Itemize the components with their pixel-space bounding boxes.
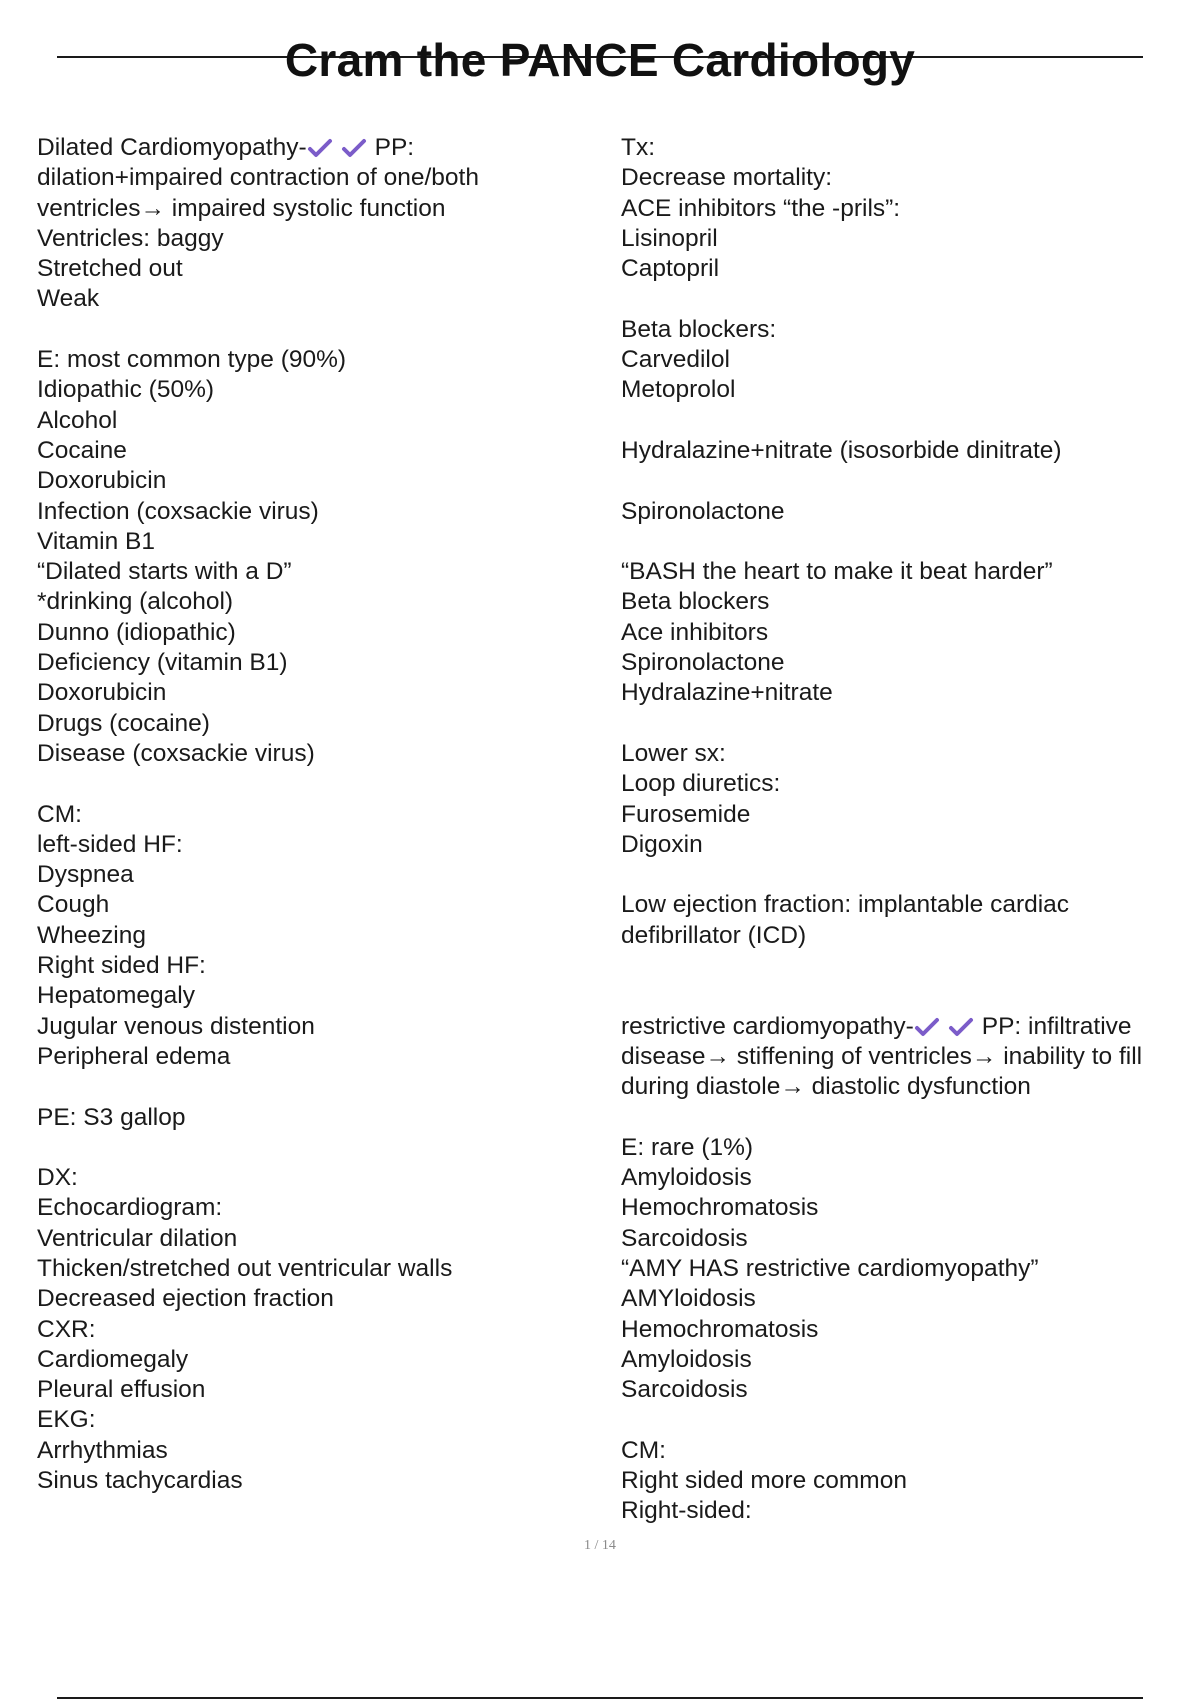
note-line: Furosemide xyxy=(621,800,751,828)
note-line: Lisinopril xyxy=(621,224,718,252)
note-line: Sinus tachycardias xyxy=(37,1467,243,1495)
note-line: Ace inhibitors xyxy=(621,618,769,646)
note-line: Peripheral edema xyxy=(37,1042,231,1070)
note-line: dilation+impaired contraction of one/both xyxy=(37,164,479,192)
note-line: “Dilated starts with a D” xyxy=(37,558,292,586)
note-line: Hemochromatosis xyxy=(621,1315,819,1343)
note-line: CM: xyxy=(621,1436,666,1464)
note-line: Lower sx: xyxy=(621,739,726,767)
note-line: Cocaine xyxy=(37,436,127,464)
right-column xyxy=(621,133,1191,1527)
note-line: Dyspnea xyxy=(37,861,134,889)
line-gap xyxy=(37,1133,597,1163)
note-line: Captopril xyxy=(621,255,720,283)
note-line: disease→ stiffening of ventricles→ inability to fill xyxy=(621,1042,1143,1070)
note-line: Cardiomegaly xyxy=(37,1345,189,1373)
note-line: Alcohol xyxy=(37,406,118,434)
line-gap xyxy=(621,284,1191,314)
bottom-rule xyxy=(57,1697,1143,1699)
note-line: Thicken/stretched out ventricular walls xyxy=(37,1254,453,1282)
check-icon xyxy=(341,137,367,159)
check-icon xyxy=(914,1016,940,1038)
note-line: Cough xyxy=(37,891,110,919)
note-line: Idiopathic (50%) xyxy=(37,376,215,404)
check-icon xyxy=(948,1016,974,1038)
note-line: Dunno (idiopathic) xyxy=(37,618,236,646)
note-line: Hydralazine+nitrate (isosorbide dinitrate) xyxy=(621,436,1062,464)
note-line: Decrease mortality: xyxy=(621,164,833,192)
note-line: defibrillator (ICD) xyxy=(621,921,807,949)
note-line: Ventricles: baggy xyxy=(37,224,224,252)
note-line: Tx: xyxy=(621,134,656,161)
note-line: Doxorubicin xyxy=(37,679,167,707)
note-line: left-sided HF: xyxy=(37,830,183,858)
note-line: Arrhythmias xyxy=(37,1436,168,1464)
note-line: Loop diuretics: xyxy=(621,770,781,798)
note-line: E: most common type (90%) xyxy=(37,346,347,374)
note-line: Digoxin xyxy=(621,830,703,858)
rcm-heading-line xyxy=(621,1012,1191,1042)
note-line: Ventricular dilation xyxy=(37,1224,238,1252)
note-line: CXR: xyxy=(37,1315,96,1343)
note-line: ACE inhibitors “the -prils”: xyxy=(621,194,901,222)
note-line: Disease (coxsackie virus) xyxy=(37,739,315,767)
page-title: Cram the PANCE Cardiology xyxy=(284,34,916,86)
note-line: Doxorubicin xyxy=(37,467,167,495)
note-line: Hydralazine+nitrate xyxy=(621,679,833,707)
line-gap xyxy=(621,527,1191,557)
note-line: DX: xyxy=(37,1164,78,1192)
note-line: Right-sided: xyxy=(621,1497,752,1525)
line-gap xyxy=(621,1103,1191,1133)
check-icon xyxy=(307,137,333,159)
line-gap xyxy=(37,315,597,345)
note-line: Spironolactone xyxy=(621,497,785,525)
note-line: Metoprolol xyxy=(621,376,736,404)
line-gap xyxy=(621,406,1191,436)
note-line: Decreased ejection fraction xyxy=(37,1285,334,1313)
note-line: Drugs (cocaine) xyxy=(37,709,210,737)
line-gap xyxy=(621,466,1191,496)
line-gap xyxy=(37,769,597,799)
note-line: Weak xyxy=(37,285,100,313)
line-gap xyxy=(621,860,1191,890)
rcm-heading-text: restrictive cardiomyopathy- xyxy=(621,1012,914,1040)
dcm-heading-line xyxy=(37,133,597,163)
note-line: Spironolactone xyxy=(621,649,785,677)
note-line: AMYloidosis xyxy=(621,1285,756,1313)
line-gap xyxy=(621,709,1191,739)
page-number: 1 / 14 xyxy=(584,1538,616,1553)
note-line: Amyloidosis xyxy=(621,1345,752,1373)
note-line: Hemochromatosis xyxy=(621,1194,819,1222)
note-line: EKG: xyxy=(37,1406,96,1434)
left-column xyxy=(37,133,597,1496)
note-line: Jugular venous distention xyxy=(37,1012,315,1040)
note-line: Right sided HF: xyxy=(37,952,206,980)
note-line: Echocardiogram: xyxy=(37,1194,223,1222)
note-line: Pleural effusion xyxy=(37,1376,206,1404)
note-line: CM: xyxy=(37,800,82,828)
note-line: Sarcoidosis xyxy=(621,1224,748,1252)
line-gap xyxy=(37,1072,597,1102)
note-line: E: rare (1%) xyxy=(621,1133,754,1161)
note-line: Hepatomegaly xyxy=(37,982,195,1010)
dcm-pp-label: PP: xyxy=(374,134,415,161)
note-line: PE: S3 gallop xyxy=(37,1103,186,1131)
note-line: Wheezing xyxy=(37,921,146,949)
note-line: Low ejection fraction: implantable cardiac xyxy=(621,891,1070,919)
note-line: during diastole→ diastolic dysfunction xyxy=(621,1073,1031,1101)
note-line: Right sided more common xyxy=(621,1467,907,1495)
line-gap xyxy=(621,951,1191,1012)
dcm-heading-text: Dilated Cardiomyopathy- xyxy=(37,134,307,161)
note-line: Infection (coxsackie virus) xyxy=(37,497,319,525)
note-line: ventricles→ impaired systolic function xyxy=(37,194,446,222)
note-line: Beta blockers: xyxy=(621,315,777,343)
note-line: “AMY HAS restrictive cardiomyopathy” xyxy=(621,1254,1039,1282)
note-line: “BASH the heart to make it beat harder” xyxy=(621,558,1053,586)
note-line: Deficiency (vitamin B1) xyxy=(37,649,288,677)
rcm-pp-label: PP: infiltrative xyxy=(981,1012,1132,1040)
note-line: Vitamin B1 xyxy=(37,527,156,555)
line-gap xyxy=(621,1405,1191,1435)
note-line: Amyloidosis xyxy=(621,1164,752,1192)
note-line: *drinking (alcohol) xyxy=(37,588,234,616)
note-line: Stretched out xyxy=(37,255,183,283)
note-line: Sarcoidosis xyxy=(621,1376,748,1404)
note-line: Carvedilol xyxy=(621,346,730,374)
note-line: Beta blockers xyxy=(621,588,770,616)
